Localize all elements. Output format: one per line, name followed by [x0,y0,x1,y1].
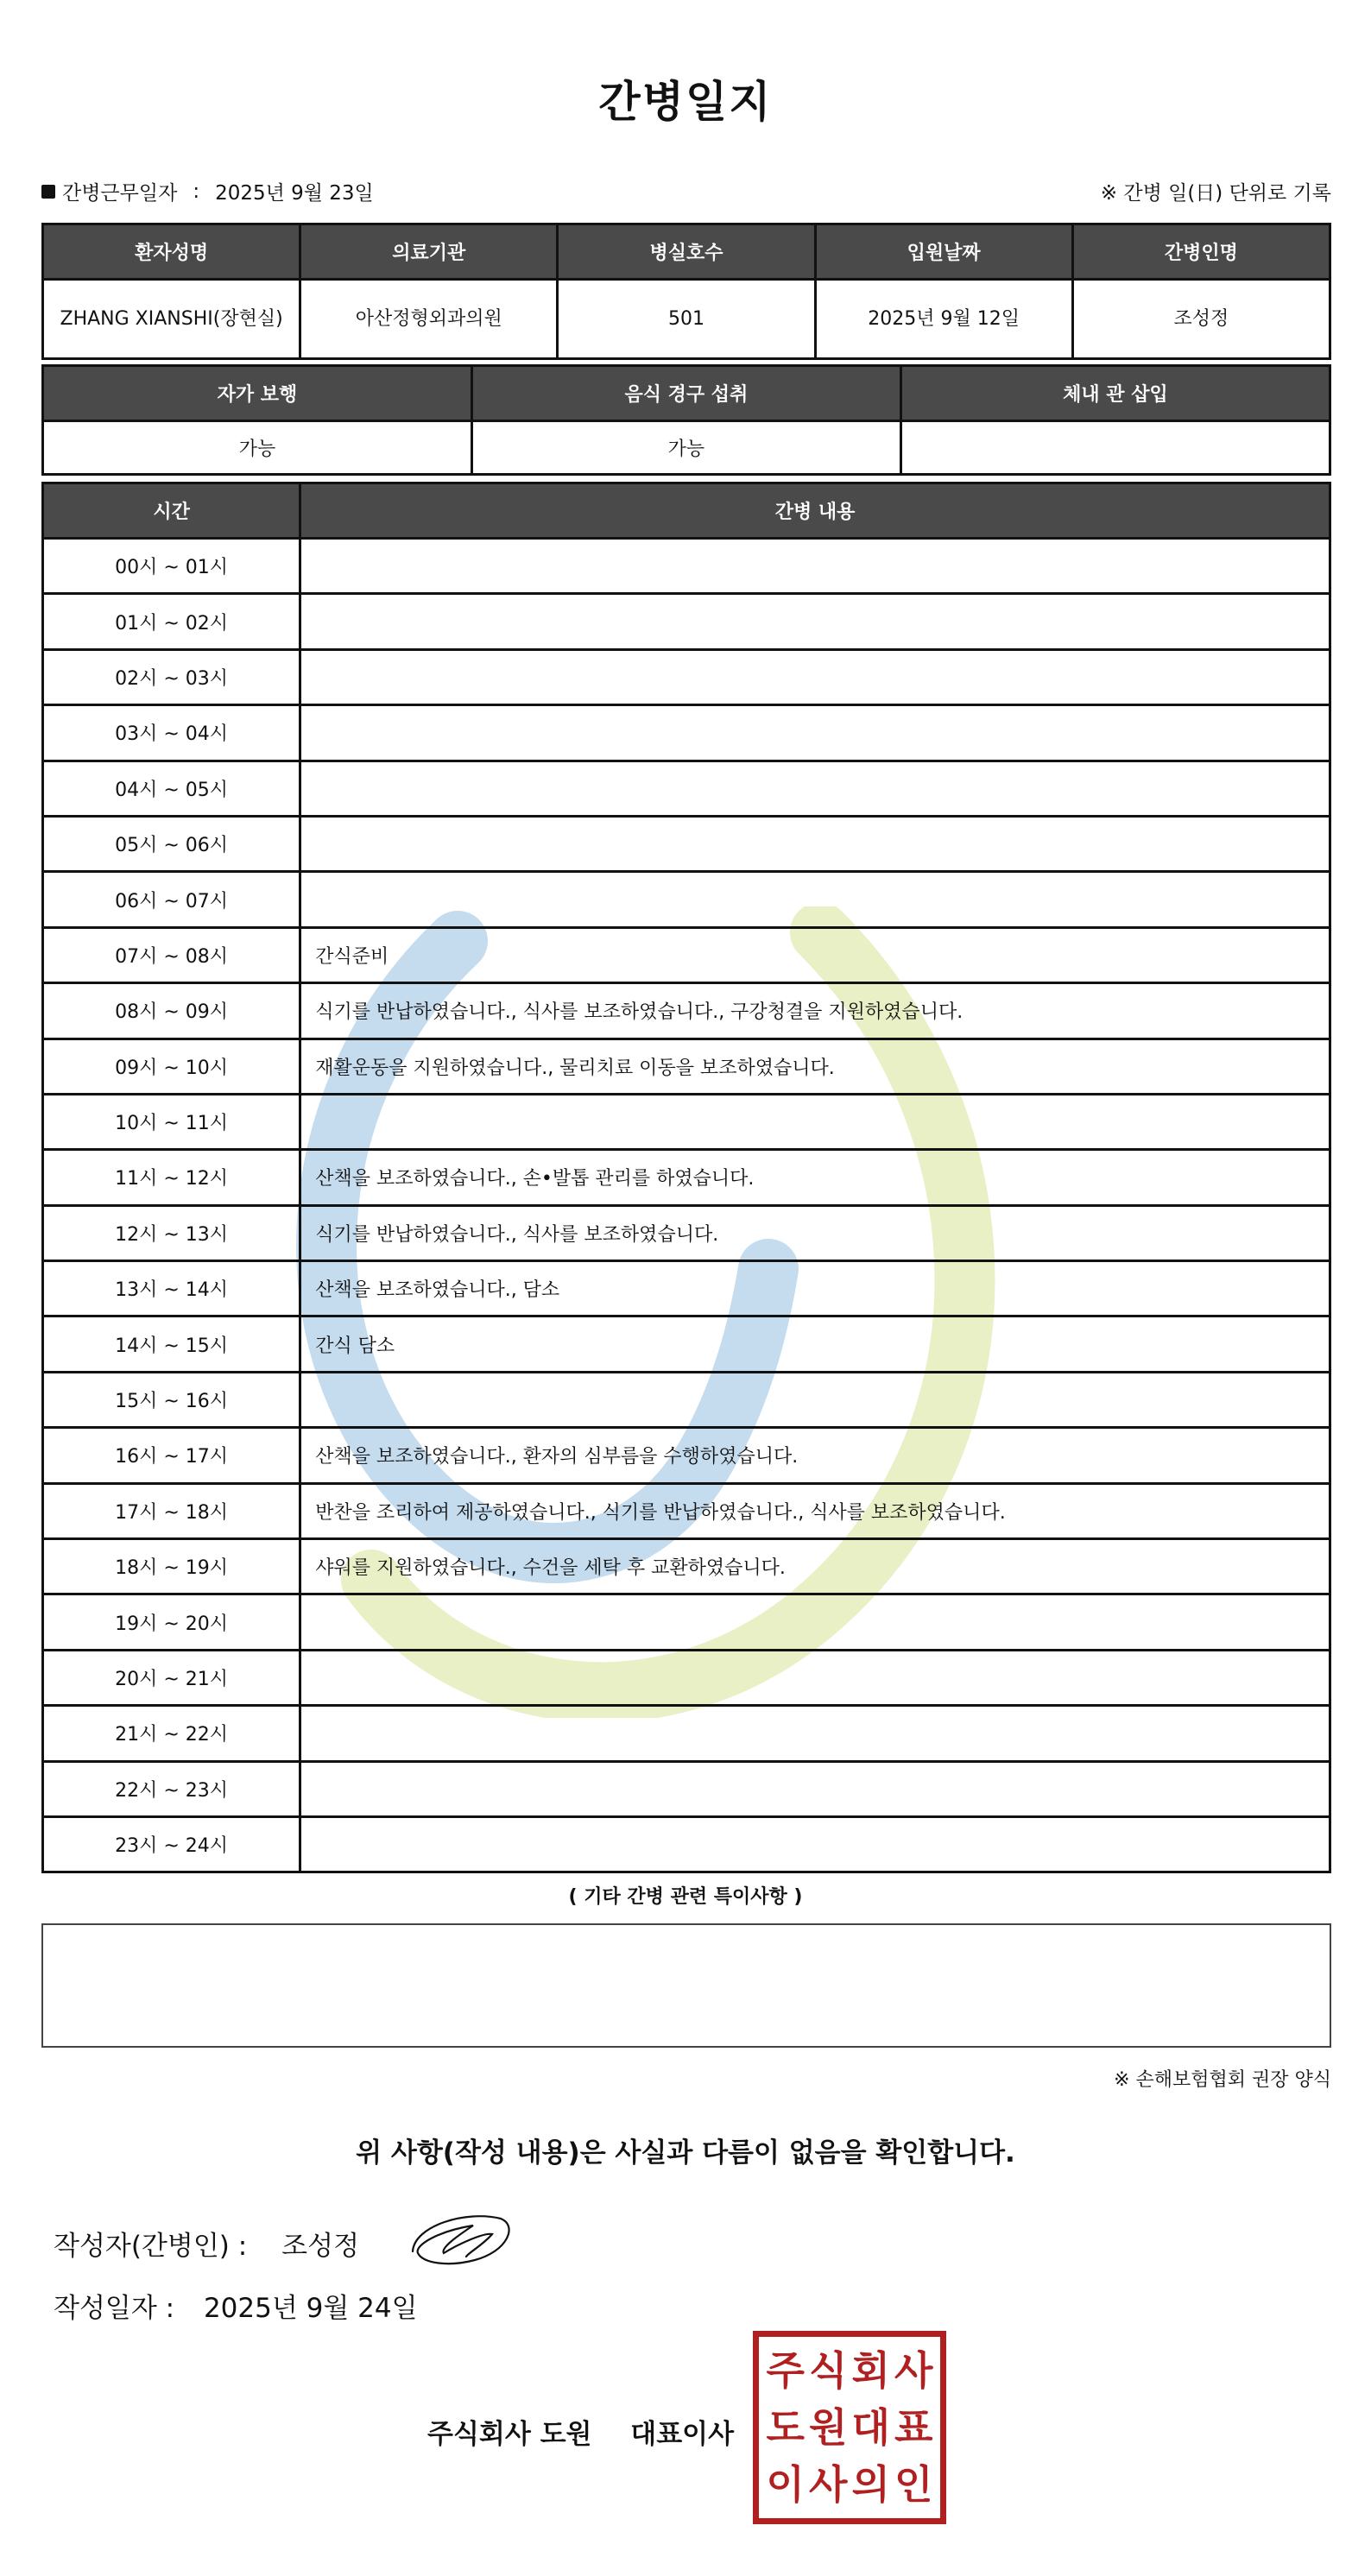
table-row [43,539,1330,594]
seal-char: 원 [809,2404,848,2451]
table-row [43,983,1330,1039]
seal-char: 대 [851,2404,890,2451]
table-row [43,1539,1330,1594]
written-date-value: 2025년 9월 24일 [203,2293,418,2324]
table-row [43,1372,1330,1427]
care-content-cell [300,705,1330,761]
table-row [43,816,1330,871]
table-row [43,761,1330,816]
footnote: ※ 손해보험협회 권장 양식 [1114,2069,1331,2091]
writer-line [54,2224,359,2263]
caregiver-name: 조성정 [1072,280,1330,359]
time-cell: 07시 ~ 08시 [43,927,300,982]
table-row [43,1650,1330,1705]
header-admission-date: 입원날짜 [815,224,1072,280]
table-row [43,872,1330,927]
work-date-label: 간병근무일자 [62,182,178,205]
work-date-colon: : [193,180,200,203]
care-content-cell [300,1816,1330,1872]
tube-insertion-status [900,421,1330,475]
work-date [41,177,374,205]
company-name: 주식회사 도원 [427,2419,592,2450]
time-cell: 14시 ~ 15시 [43,1316,300,1372]
oral-intake-status: 가능 [471,421,900,475]
header-oral-intake: 음식 경구 섭취 [471,366,900,421]
time-cell: 12시 ~ 13시 [43,1205,300,1260]
care-content-cell [300,594,1330,649]
header-tube-insertion: 체내 관 삽입 [900,366,1330,421]
seal-char: 인 [894,2461,933,2508]
writer-label: 작성자(간병인) : [54,2231,248,2262]
confirmation-statement: 위 사항(작성 내용)은 사실과 다름이 없음을 확인합니다. [356,2137,1015,2169]
time-cell: 20시 ~ 21시 [43,1650,300,1705]
seal-char: 식 [809,2347,848,2394]
header-caregiver: 간병인명 [1072,224,1330,280]
time-cell: 16시 ~ 17시 [43,1428,300,1483]
time-cell: 13시 ~ 14시 [43,1261,300,1316]
table-row [43,1205,1330,1260]
care-content-cell [300,816,1330,871]
time-cell: 01시 ~ 02시 [43,594,300,649]
writer-name: 조성정 [281,2231,360,2262]
time-cell: 18시 ~ 19시 [43,1539,300,1594]
table-row [43,1706,1330,1761]
patient-info-table [41,223,1331,360]
care-content-cell [300,1761,1330,1816]
header-room: 병실호수 [558,224,815,280]
care-content-cell [300,872,1330,927]
care-content-cell: 식기를 반납하였습니다., 식사를 보조하였습니다. [300,1205,1330,1260]
square-bullet-icon [41,185,55,199]
seal-char: 회 [851,2347,890,2394]
table-row [43,1316,1330,1372]
table-row [43,705,1330,761]
care-content-cell [300,1706,1330,1761]
table-row [43,1594,1330,1650]
care-content-cell [300,649,1330,704]
care-content-cell: 반찬을 조리하여 제공하였습니다., 식기를 반납하였습니다., 식사를 보조하였습니다. [300,1483,1330,1538]
written-date-label: 작성일자 : [54,2293,175,2324]
seal-char: 사 [894,2347,933,2394]
seal-char: 표 [894,2404,933,2451]
company-line [427,2412,734,2451]
care-content-cell [300,1372,1330,1427]
header-care-content: 간병 내용 [300,483,1330,539]
table-row [43,1428,1330,1483]
care-content-cell: 간식준비 [300,927,1330,982]
hourly-care-log-table [41,482,1331,1873]
hospital-name: 아산정형외과의원 [300,280,558,359]
unit-note: ※ 간병 일(日) 단위로 기록 [1100,182,1331,205]
time-cell: 04시 ~ 05시 [43,761,300,816]
care-content-cell: 산책을 보조하였습니다., 환자의 심부름을 수행하였습니다. [300,1428,1330,1483]
company-seal-stamp [753,2331,946,2524]
header-time: 시간 [43,483,300,539]
table-row [43,649,1330,704]
care-content-cell [300,1094,1330,1149]
care-content-cell: 산책을 보조하였습니다., 손•발톱 관리를 하였습니다. [300,1150,1330,1205]
seal-char: 주 [766,2347,805,2394]
time-cell: 02시 ~ 03시 [43,649,300,704]
care-content-cell [300,1650,1330,1705]
admission-date: 2025년 9월 12일 [815,280,1072,359]
time-cell: 06시 ~ 07시 [43,872,300,927]
written-date-line [54,2286,418,2325]
patient-status-table [41,364,1331,476]
time-cell: 00시 ~ 01시 [43,539,300,594]
seal-char: 도 [766,2404,805,2451]
time-cell: 08시 ~ 09시 [43,983,300,1039]
table-row [43,1261,1330,1316]
care-content-cell: 간식 담소 [300,1316,1330,1372]
time-cell: 09시 ~ 10시 [43,1039,300,1094]
patient-name: ZHANG XIANSHI(장현실) [43,280,300,359]
time-cell: 10시 ~ 11시 [43,1094,300,1149]
company-representative: 대표이사 [630,2419,735,2450]
time-cell: 19시 ~ 20시 [43,1594,300,1650]
care-content-cell: 식기를 반납하였습니다., 식사를 보조하였습니다., 구강청결을 지원하였습니다. [300,983,1330,1039]
signature-image [406,2200,518,2277]
table-row [43,1094,1330,1149]
care-content-cell: 산책을 보조하였습니다., 담소 [300,1261,1330,1316]
care-content-cell [300,761,1330,816]
time-cell: 23시 ~ 24시 [43,1816,300,1872]
time-cell: 15시 ~ 16시 [43,1372,300,1427]
care-content-cell [300,539,1330,594]
time-cell: 05시 ~ 06시 [43,816,300,871]
header-patient-name: 환자성명 [43,224,300,280]
care-content-cell: 재활운동을 지원하였습니다., 물리치료 이동을 보조하였습니다. [300,1039,1330,1094]
table-row [43,1483,1330,1538]
time-cell: 03시 ~ 04시 [43,705,300,761]
header-hospital: 의료기관 [300,224,558,280]
time-cell: 11시 ~ 12시 [43,1150,300,1205]
care-content-cell [300,1594,1330,1650]
time-cell: 22시 ~ 23시 [43,1761,300,1816]
time-cell: 17시 ~ 18시 [43,1483,300,1538]
seal-char: 사 [809,2461,848,2508]
notes-box [41,1923,1331,2048]
time-cell: 21시 ~ 22시 [43,1706,300,1761]
notes-title: ( 기타 간병 관련 특이사항 ) [568,1886,803,1908]
seal-char: 의 [851,2461,890,2508]
table-row [43,1150,1330,1205]
room-number: 501 [558,280,815,359]
work-date-value: 2025년 9월 23일 [215,182,374,205]
care-content-cell: 샤워를 지원하였습니다., 수건을 세탁 후 교환하였습니다. [300,1539,1330,1594]
table-row [43,927,1330,982]
seal-char: 이 [766,2461,805,2508]
table-row [43,1039,1330,1094]
header-walking: 자가 보행 [43,366,472,421]
table-row [43,1816,1330,1872]
meta-row [41,177,1331,212]
care-log-rows [43,539,1330,1872]
table-row [43,594,1330,649]
document-title: 간병일지 [598,77,773,127]
walking-status: 가능 [43,421,472,475]
seal-characters [764,2342,935,2513]
table-row [43,1761,1330,1816]
